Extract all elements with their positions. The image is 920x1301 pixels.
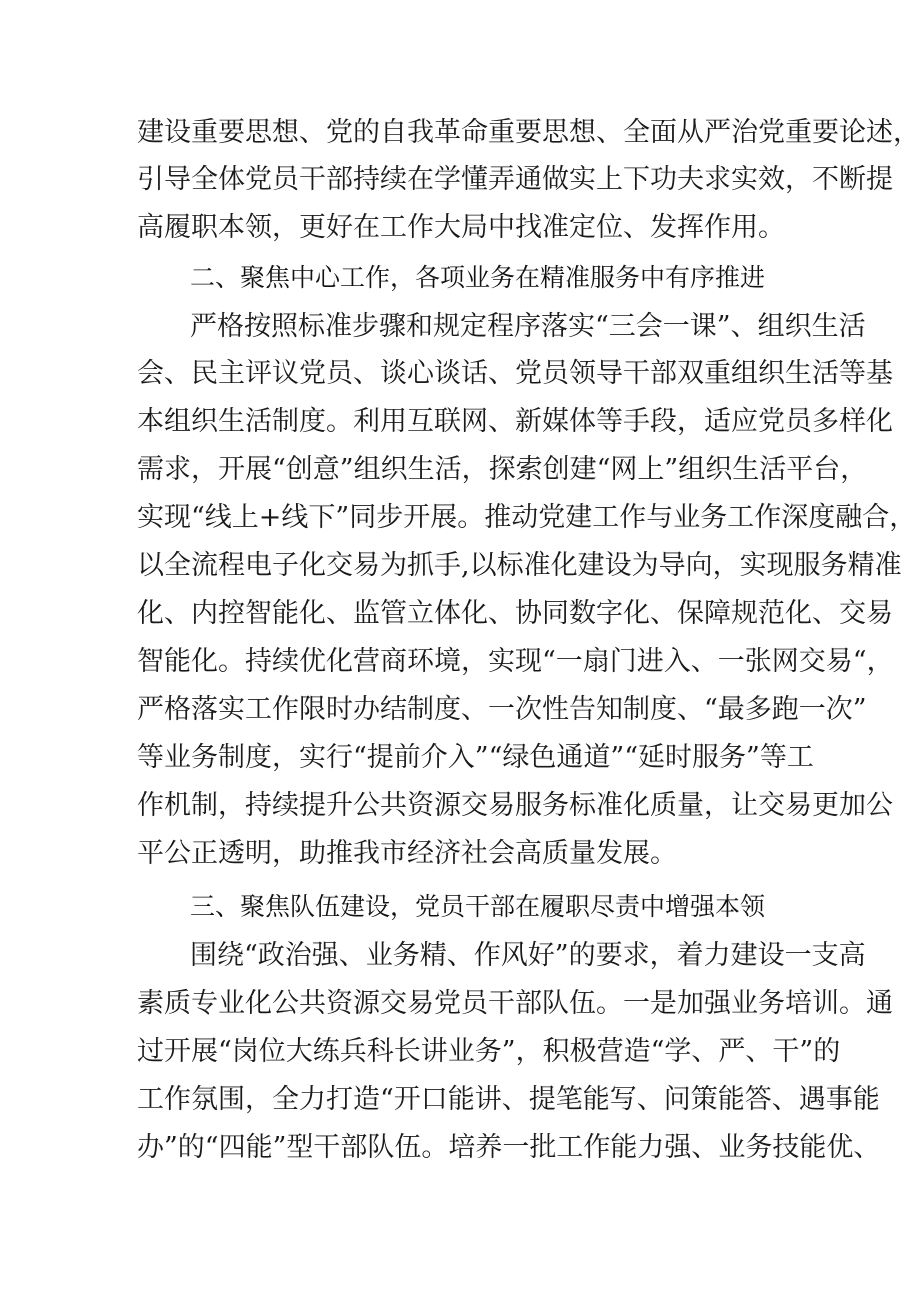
paragraph-line: 工作氛围，全力打造“开口能讲、提笔能写、问策能答、遇事能: [137, 1084, 880, 1115]
paragraph-line: 严格落实工作限时办结制度、一次性告知制度、“最多跑一次”: [137, 694, 867, 725]
paragraph-line: 办”的“四能”型干部队伍。培养一批工作能力强、业务技能优、: [137, 1132, 881, 1163]
intro-line: 引导全体党员干部持续在学懂弄通做实上下功夫求实效，不断提: [137, 164, 893, 195]
paragraph-line: 严格按照标准步骤和规定程序落实“三会一课”、组织生活: [190, 311, 866, 342]
section-heading: 三、聚焦队伍建设，党员干部在履职尽责中增强本领: [190, 892, 766, 921]
paragraph-line: 实现“线上+线下”同步开展。推动党建工作与业务工作深度融合，: [137, 502, 917, 533]
paragraph-line: 以全流程电子化交易为抓手,以标准化建设为导向，实现服务精准: [137, 550, 902, 581]
paragraph-line: 化、内控智能化、监管立体化、协同数字化、保障规范化、交易: [137, 598, 893, 629]
paragraph-line: 会、民主评议党员、谈心谈话、党员领导干部双重组织生活等基: [137, 358, 893, 389]
intro-line: 高履职本领，更好在工作大局中找准定位、发挥作用。: [137, 212, 785, 243]
paragraph-line: 本组织生活制度。利用互联网、新媒体等手段，适应党员多样化: [137, 406, 893, 437]
paragraph-line: 素质专业化公共资源交易党员干部队伍。一是加强业务培训。通: [137, 988, 893, 1019]
paragraph-line: 过开展“岗位大练兵科长讲业务”，积极营造“学、严、干”的: [137, 1036, 841, 1067]
paragraph-line: 围绕“政治强、业务精、作风好”的要求，着力建设一支高: [190, 940, 866, 971]
paragraph-line: 平公正透明，助推我市经济社会高质量发展。: [137, 838, 677, 869]
section-heading: 二、聚焦中心工作，各项业务在精准服务中有序推进: [190, 263, 766, 292]
intro-line: 建设重要思想、党的自我革命重要思想、全面从严治党重要论述，: [137, 117, 920, 148]
paragraph-line: 作机制，持续提升公共资源交易服务标准化质量，让交易更加公: [137, 790, 893, 821]
paragraph-line: 智能化。持续优化营商环境，实现“一扇门进入、一张网交易“，: [137, 646, 894, 677]
paragraph-line: 等业务制度，实行“提前介入”“绿色通道”“延时服务”等工: [137, 742, 814, 773]
paragraph-line: 需求，开展“创意”组织生活，探索创建“网上”组织生活平台，: [137, 454, 868, 485]
